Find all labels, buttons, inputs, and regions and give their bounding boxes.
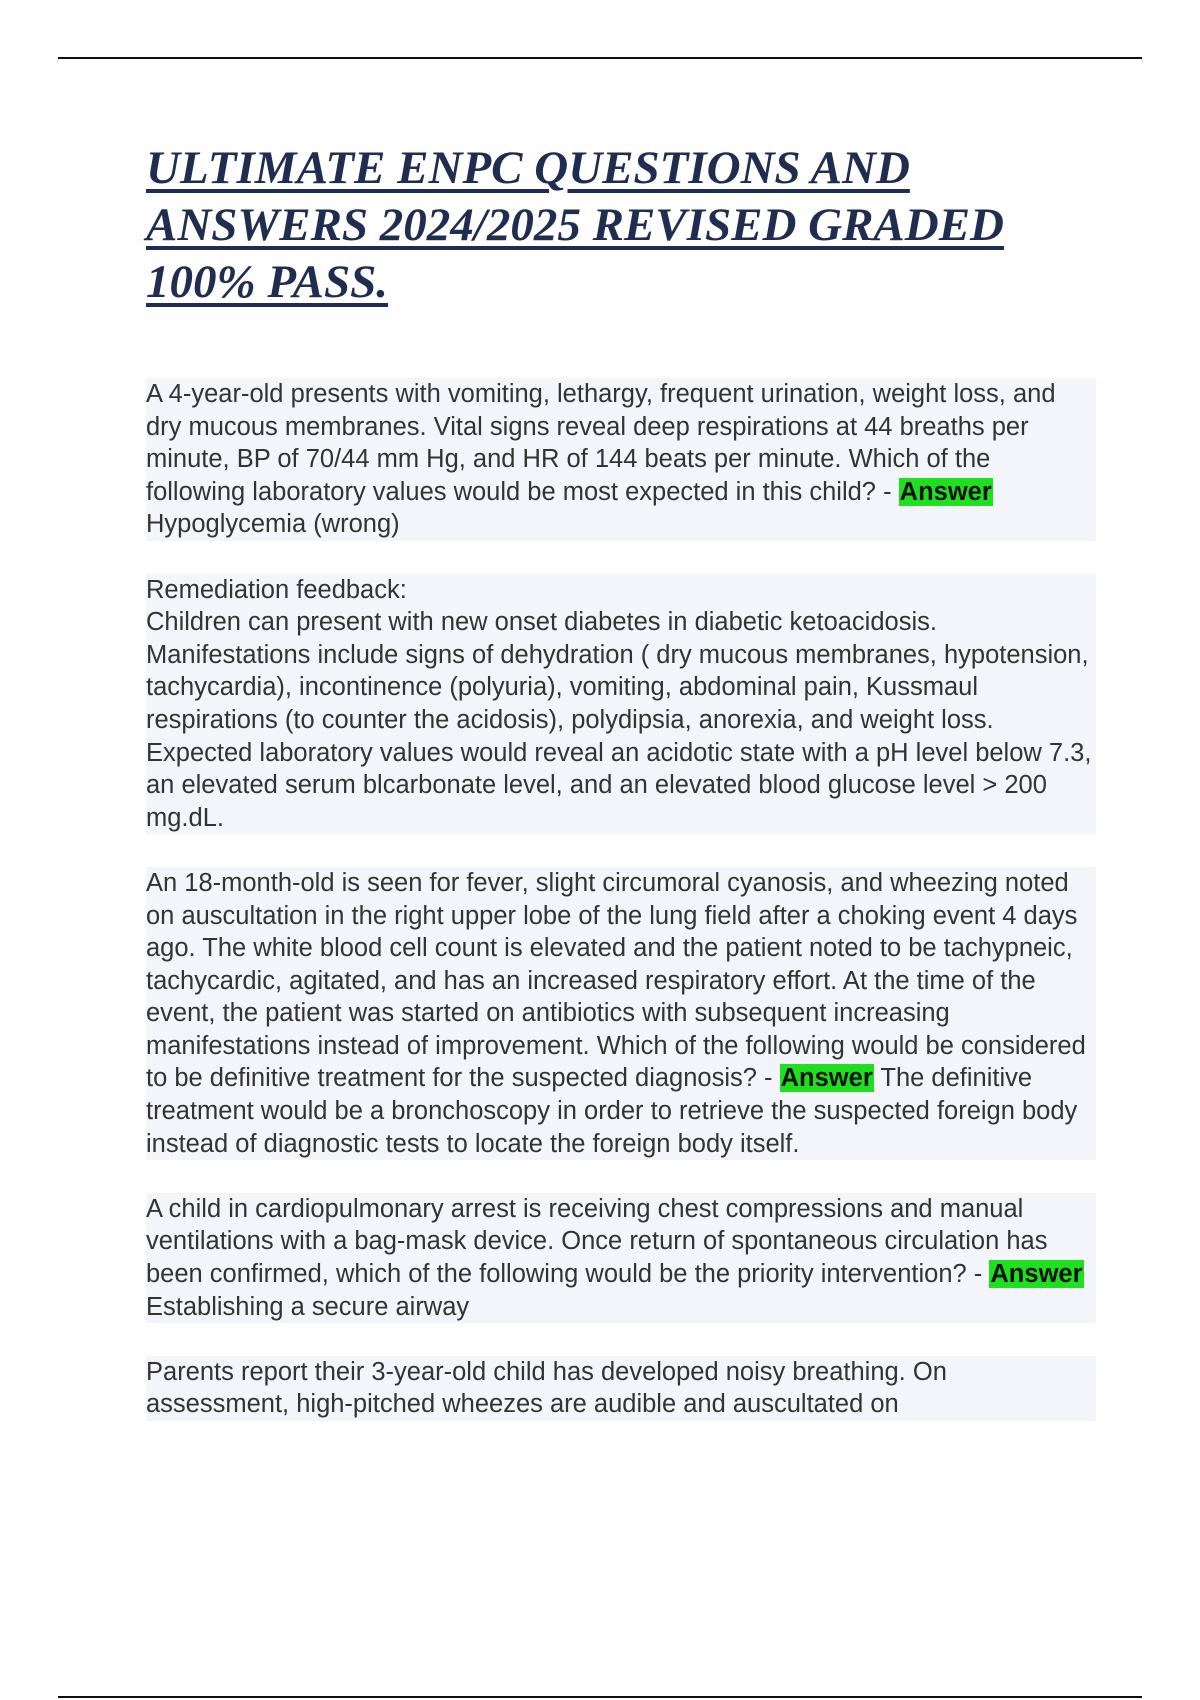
question-text: A 4-year-old presents with vomiting, lethargy, frequent urination, weight loss, and dry mucous membranes. Vital signs reveal deep respirations at 44 breaths per minute, BP of 70/44 mm Hg, and HR of 144 beats per minute. Which of the following laboratory values would be most expected in this child? -	[146, 380, 1056, 506]
answer-label: Answer	[990, 1260, 1083, 1289]
document-title	[146, 140, 1106, 311]
question-3	[146, 1193, 1096, 1323]
document-body	[146, 378, 1096, 1454]
question-2	[146, 867, 1096, 1160]
remediation-feedback	[146, 574, 1096, 835]
bottom-rule	[58, 1696, 1142, 1698]
answer-text: The definitive treatment would be a bronchoscopy in order to retrieve the suspected foreign body instead of diagnostic tests to locate the foreign body itself.	[146, 1064, 1078, 1158]
feedback-label: Remediation feedback:	[146, 575, 407, 604]
question-text: Parents report their 3-year-old child has developed noisy breathing. On assessment, high-pitched wheezes are audible and auscultated on	[146, 1357, 947, 1419]
answer-label: Answer	[780, 1064, 873, 1093]
answer-text: Establishing a secure airway	[146, 1292, 470, 1321]
answer-label: Answer	[899, 477, 992, 506]
top-rule	[58, 57, 1142, 59]
question-text: An 18-month-old is seen for fever, slight circumoral cyanosis, and wheezing noted on auscultation in the right upper lobe of the lung field after a choking event 4 days ago. The white blood cell count is elevated and the patient noted to be tachypneic, tachycardic, agitated, and has an increased respiratory effort. At the time of the event, the patient was started on antibiotics with subsequent increasing manifestations instead of improvement. Which of the following would be considered to be definitive treatment for the suspected diagnosis? -	[146, 868, 1086, 1093]
feedback-text: Children can present with new onset diabetes in diabetic ketoacidosis. Manifestations include signs of dehydration ( dry mucous membranes, hypotension, tachycardia), incontinence (polyuria), vomiting, abdominal pain, Kussmaul respirations (to counter the acidosis), polydipsia, anorexia, and weight loss. Expected laboratory values would reveal an acidotic state with a pH level below 7.3, an elevated serum blcarbonate level, and an elevated blood glucose level > 200 mg.dL.	[146, 608, 1092, 832]
title-text: ULTIMATE ENPC QUESTIONS AND ANSWERS 2024/2025 REVISED GRADED 100% PASS.	[146, 142, 1005, 308]
question-text: A child in cardiopulmonary arrest is receiving chest compressions and manual ventilations with a bag-mask device. Once return of spontaneous circulation has been confirmed, which of the following would be the priority intervention? -	[146, 1194, 1048, 1289]
answer-text: Hypoglycemia (wrong)	[146, 510, 400, 539]
question-1	[146, 378, 1096, 541]
question-4	[146, 1356, 1096, 1421]
